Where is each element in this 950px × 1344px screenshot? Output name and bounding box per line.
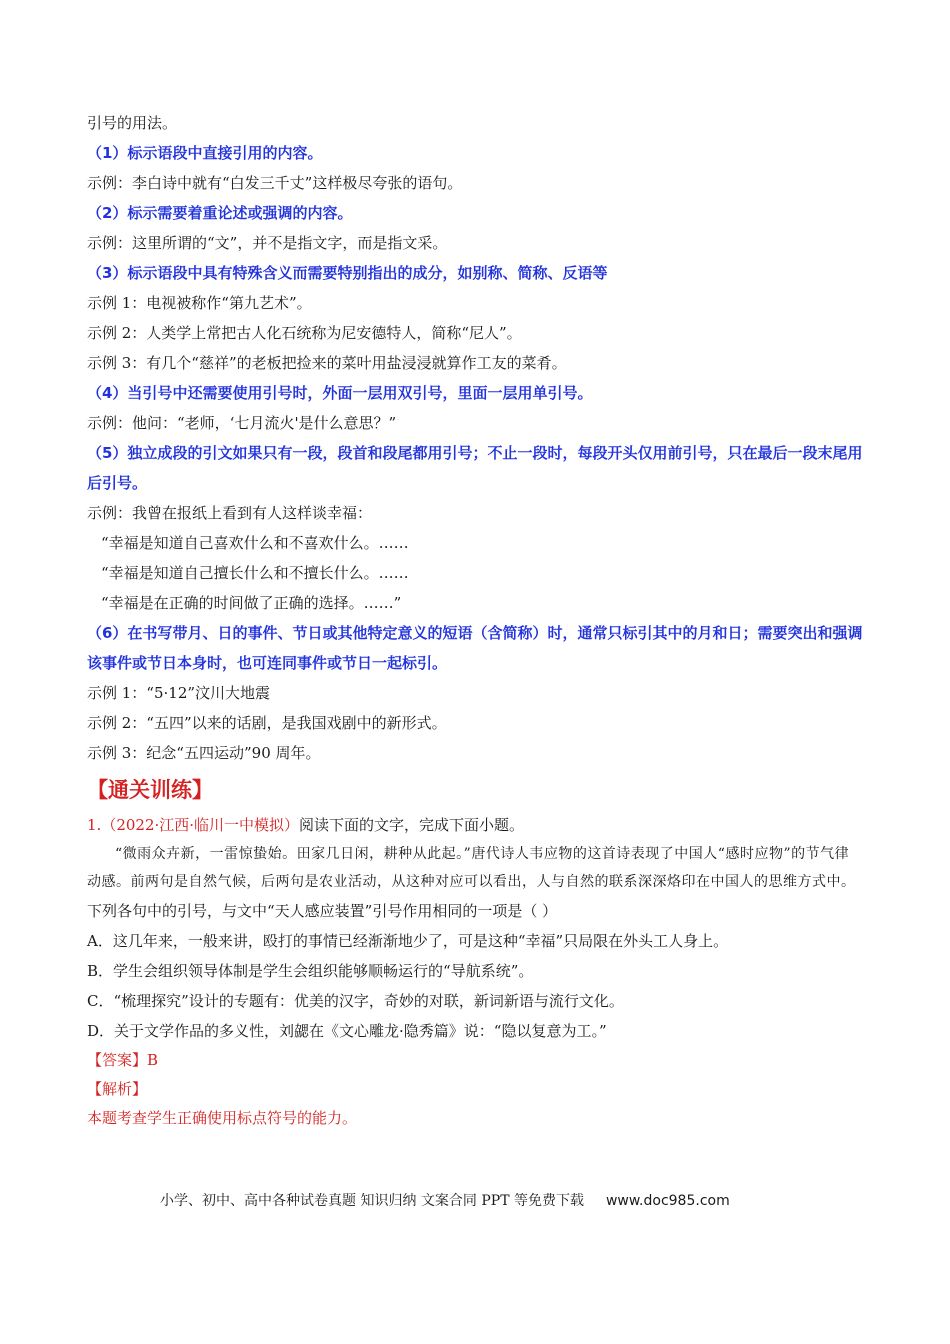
rule-5-quote-1: “幸福是知道自己喜欢什么和不喜欢什么。…… (101, 534, 409, 552)
question-number: 1. (87, 816, 102, 834)
option-d: D．关于文学作品的多义性，刘勰在《文心雕龙·隐秀篇》说：“隐以复意为工。” (87, 1022, 607, 1040)
rule-5-example-intro: 示例：我曾在报纸上看到有人这样谈幸福： (87, 504, 373, 522)
analysis-text: 本题考查学生正确使用标点符号的能力。 (87, 1109, 358, 1127)
rule-4-example: 示例：他问：“老师，‘七月流火'是什么意思？” (87, 414, 397, 432)
rule-3-example-2: 示例 2：人类学上常把古人化石统称为尼安德特人，简称“尼人”。 (87, 324, 522, 342)
rule-1-example: 示例：李白诗中就有“白发三千丈”这样极尽夸张的语句。 (87, 174, 463, 192)
rule-1-heading: （1）标示语段中直接引用的内容。 (87, 144, 323, 162)
rule-2-example: 示例：这里所谓的“文”，并不是指文字，而是指文采。 (87, 234, 448, 252)
option-a: A．这几年来，一般来讲，殴打的事情已经渐渐地少了，可是这种“幸福”只局限在外头工人身上。 (87, 932, 729, 950)
rule-3-example-1: 示例 1：电视被称作“第九艺术”。 (87, 294, 312, 312)
option-b: B．学生会组织领导体制是学生会组织能够顺畅运行的“导航系统”。 (87, 962, 534, 980)
rule-3-example-3: 示例 3：有几个“慈祥”的老板把捡来的菜叶用盐浸浸就算作工友的菜肴。 (87, 354, 567, 372)
rule-6-example-1: 示例 1：“5·12”汶川大地震 (87, 684, 271, 702)
rule-6-heading: （6）在书写带月、日的事件、节日或其他特定意义的短语（含简称）时，通常只标引其中的月和日；需要突出和强调该事件或节日本身时，也可连同事件或节日一起标引。 (87, 624, 863, 672)
question-stem: 下列各句中的引号，与文中“天人感应装置”引号作用相同的一项是（ ） (87, 902, 558, 920)
footer-site: www.doc985.com (605, 1193, 730, 1209)
rule-2-heading: （2）标示需要着重论述或强调的内容。 (87, 204, 353, 222)
document-body (87, 108, 867, 1133)
rule-5-heading: （5）独立成段的引文如果只有一段，段首和段尾都用引号；不止一段时，每段开头仅用前引号，只在最后一段末尾用后引号。 (87, 444, 863, 492)
rule-5-quote-2: “幸福是知道自己擅长什么和不擅长什么。…… (101, 564, 409, 582)
section-title: 【通关训练】 (87, 778, 213, 802)
rule-4-heading: （4）当引号中还需要使用引号时，外面一层用双引号，里面一层用单引号。 (87, 384, 593, 402)
question-source: （2022·江西·临川一中模拟） (101, 816, 300, 834)
rule-6-example-2: 示例 2：“五四”以来的话剧，是我国戏剧中的新形式。 (87, 714, 447, 732)
option-c: C．“梳理探究”设计的专题有：优美的汉字，奇妙的对联，新词新语与流行文化。 (87, 992, 624, 1010)
rule-6-example-3: 示例 3：纪念“五四运动”90 周年。 (87, 744, 321, 762)
footer-text: 小学、初中、高中各种试卷真题 知识归纳 文案合同 PPT 等免费下载 (160, 1193, 584, 1209)
reading-passage: “微雨众卉新，一雷惊蛰始。田家几日闲，耕种从此起。”唐代诗人韦应物的这首诗表现了中国人“感时应物”的节气律动感。前两句是自然气候，后两句是农业活动，从这种对应可以看出，人与自然的联系深深烙印在中国人的思维方式中。 (87, 846, 856, 890)
page-footer (160, 1190, 730, 1210)
intro-line: 引号的用法。 (87, 114, 178, 132)
rule-3-heading: （3）标示语段中具有特殊含义而需要特别指出的成分，如别称、简称、反语等 (87, 264, 608, 282)
answer-label: 【答案】B (87, 1051, 159, 1069)
rule-5-quote-3: “幸福是在正确的时间做了正确的选择。……” (101, 594, 402, 612)
analysis-label: 【解析】 (87, 1080, 148, 1098)
question-instruction: 阅读下面的文字，完成下面小题。 (299, 816, 525, 834)
question-header (87, 810, 867, 840)
